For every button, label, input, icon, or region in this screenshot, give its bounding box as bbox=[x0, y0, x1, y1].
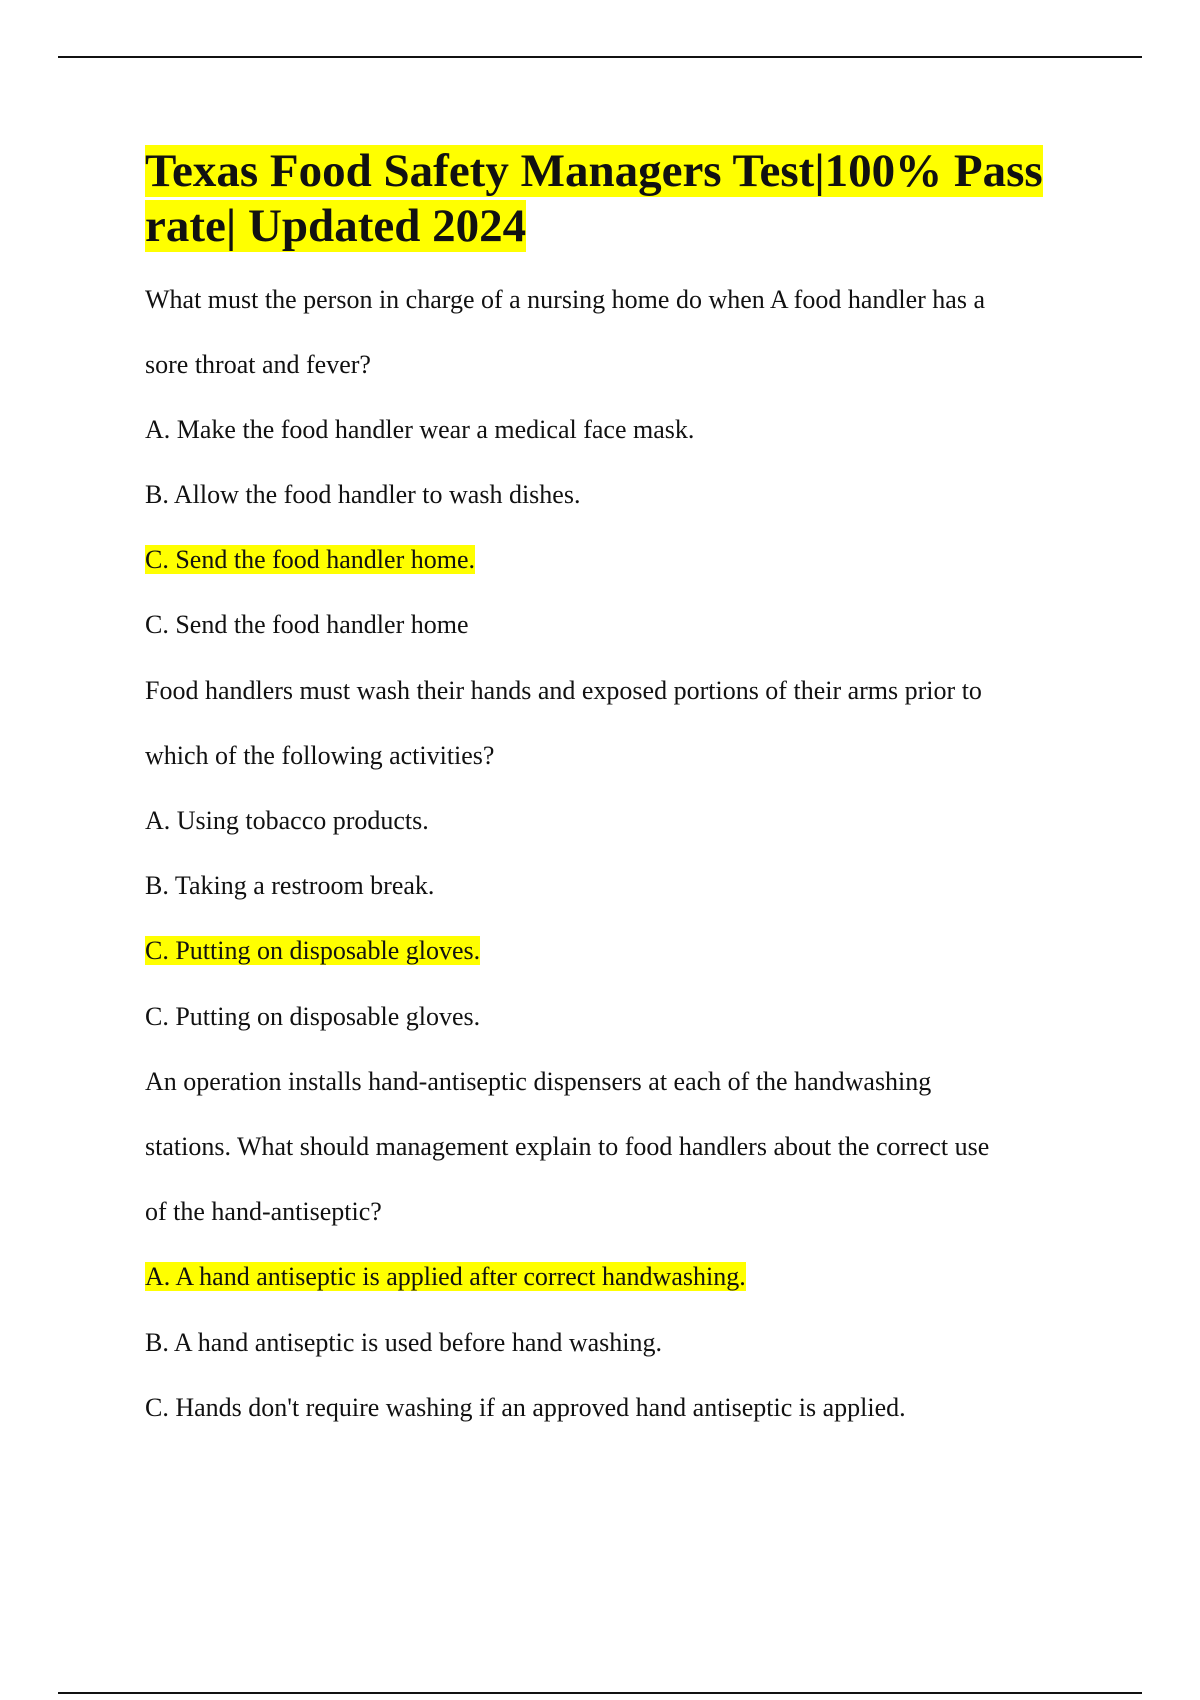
question-3-text-line-3: of the hand-antiseptic? bbox=[145, 1197, 382, 1226]
question-1-answer: C. Send the food handler home bbox=[145, 610, 469, 639]
page-title bbox=[145, 144, 1105, 254]
answer-highlight: A. A hand antiseptic is applied after correct handwashing. bbox=[145, 1262, 746, 1291]
question-2-option-c-correct bbox=[145, 934, 480, 968]
question-1-option-a: A. Make the food handler wear a medical face mask. bbox=[145, 415, 695, 444]
title-highlight: Texas Food Safety Managers Test|100% Pass rate| Updated 2024 bbox=[145, 145, 1043, 252]
question-2-option-a: A. Using tobacco products. bbox=[145, 806, 429, 835]
question-2-option-b: B. Taking a restroom break. bbox=[145, 871, 435, 900]
question-2-answer: C. Putting on disposable gloves. bbox=[145, 1002, 481, 1031]
question-1-option-c-correct bbox=[145, 543, 475, 577]
question-3-text-line-1: An operation installs hand-antiseptic dispensers at each of the handwashing bbox=[145, 1067, 932, 1096]
footer-rule bbox=[58, 1692, 1142, 1694]
answer-highlight: C. Send the food handler home. bbox=[145, 545, 475, 574]
question-2-text-line-1: Food handlers must wash their hands and exposed portions of their arms prior to bbox=[145, 676, 982, 705]
question-2-text-line-2: which of the following activities? bbox=[145, 741, 495, 770]
question-3-option-b: B. A hand antiseptic is used before hand washing. bbox=[145, 1328, 663, 1357]
answer-highlight: C. Putting on disposable gloves. bbox=[145, 936, 481, 965]
question-3-text-line-2: stations. What should management explain to food handlers about the correct use bbox=[145, 1132, 990, 1161]
question-1-text-line-1: What must the person in charge of a nursing home do when A food handler has a bbox=[145, 285, 985, 314]
question-3-option-c: C. Hands don't require washing if an approved hand antiseptic is applied. bbox=[145, 1393, 906, 1422]
question-1-option-b: B. Allow the food handler to wash dishes. bbox=[145, 480, 581, 509]
header-rule bbox=[58, 56, 1142, 58]
question-3-option-a-correct bbox=[145, 1260, 746, 1294]
question-1-text-line-2: sore throat and fever? bbox=[145, 350, 371, 379]
